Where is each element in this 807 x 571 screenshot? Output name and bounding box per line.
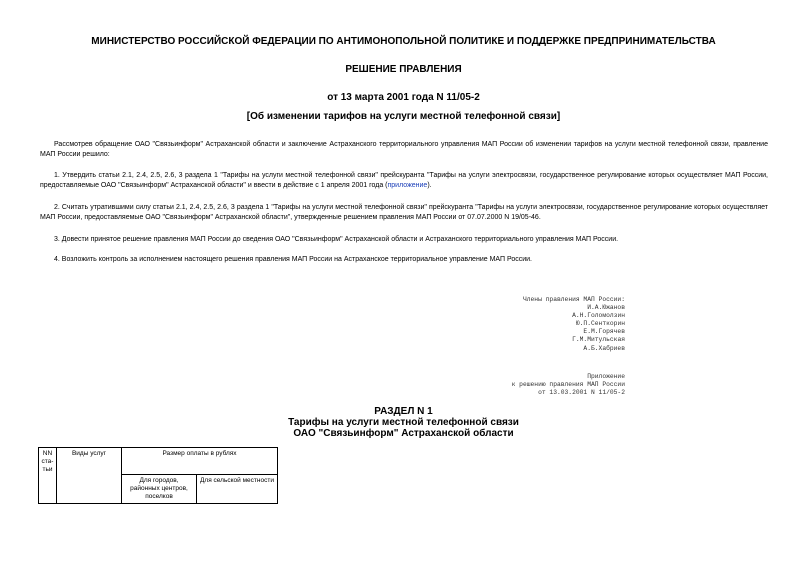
member-name: А.Б.Хабриев: [583, 344, 625, 352]
ministry-title: МИНИСТЕРСТВО РОССИЙСКОЙ ФЕДЕРАЦИИ ПО АНТИМОНОПОЛЬНОЙ ПОЛИТИКЕ И ПОДДЕРЖКЕ ПРЕДПРИНИМАТЕЛЬСТВА: [91, 36, 716, 47]
col-header-services: Виды услуг: [57, 448, 122, 504]
annex-line: Приложение: [587, 373, 625, 380]
doc-type: РЕШЕНИЕ ПРАВЛЕНИЯ: [345, 64, 462, 75]
section-subtitle: Тарифы на услуги местной телефонной связи: [288, 417, 519, 428]
annex-line: к решению правления МАП России: [511, 381, 625, 389]
paragraph-2: 2. Считать утратившими силу статьи 2.1, 2.4, 2.5, 2.6, 3 раздела 1 "Тарифы на услуги местной телефонной связи" прейскуранта "Тарифы на услуги электросвязи, государственное регулирование которых осуществляет МАП России, предоставляемые ОАО "Связьинформ" Астраханской области", утвержденные решением правления МАП России от 07.07.2000 N 19/05-46.: [40, 204, 768, 221]
col-header-city: Для городов, районных центров, поселков: [122, 475, 197, 504]
member-name: Е.М.Горячев: [583, 328, 625, 336]
member-name: И.А.Южанов: [587, 304, 625, 312]
col-header-payment: Размер оплаты в рублях: [122, 448, 278, 475]
col-header-nn: NN ста- тьи: [39, 448, 57, 504]
appendix-link[interactable]: приложение: [387, 182, 428, 189]
paragraph-1-end: ).: [427, 182, 432, 189]
annex-line: от 13.03.2001 N 11/05-2: [538, 389, 625, 397]
section-subtitle-company: ОАО "Связьинформ" Астраханской области: [293, 428, 514, 439]
member-name: Г.М.Митульская: [572, 336, 625, 344]
section-title: РАЗДЕЛ N 1: [374, 406, 433, 417]
paragraph-4: 4. Возложить контроль за исполнением настоящего решения правления МАП России на Астраханское территориальное управление МАП России.: [54, 256, 532, 263]
paragraph-1-text: 1. Утвердить статьи 2.1, 2.4, 2.5, 2.6, 3 раздела 1 "Тарифы на услуги местной телефонной связи" прейскуранта "Тарифы на услуги электросвязи, государственное регулирование которых осуществляет МАП России, предоставляемые ОАО "Связьинформ" Астраханской области" и ввести в действие с 1 апреля 2001 года (: [40, 172, 768, 189]
members-title: Члены правления МАП России:: [522, 296, 625, 303]
doc-date: от 13 марта 2001 года N 11/05-2: [327, 92, 480, 103]
annex-note: [405, 373, 625, 397]
member-name: Ю.П.Сенткорин: [575, 320, 625, 328]
tariff-table: [38, 447, 278, 504]
paragraph-3: 3. Довести принятое решение правления МАП России до сведения ОАО "Связьинформ" Астраханской области и Астраханского территориального управления МАП России.: [54, 236, 619, 243]
board-members: [405, 296, 625, 353]
paragraph-1: [40, 171, 768, 191]
paragraph-intro: Рассмотрев обращение ОАО "Связьинформ" Астраханской области и заключение Астраханского территориального управления МАП России об изменении тарифов на услуги местной телефонной связи, правление МАП России решило:: [40, 141, 768, 158]
doc-subject: [Об изменении тарифов на услуги местной телефонной связи]: [246, 111, 561, 122]
col-header-rural: Для сельской местности: [197, 475, 278, 504]
member-name: А.Н.Голомолзин: [572, 312, 625, 320]
